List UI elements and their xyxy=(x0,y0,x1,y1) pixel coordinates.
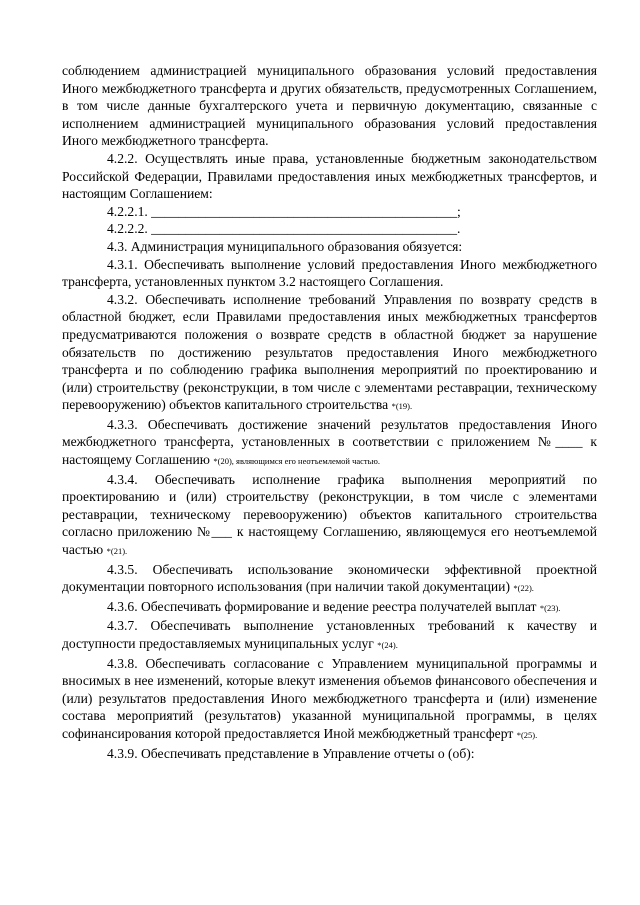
paragraph-4-3-6: 4.3.6. Обеспечивать формирование и ведение реестра получателей выплат *(23). xyxy=(107,598,561,614)
paragraph-4-2-2-1: 4.2.2.1. _____________________________________________; xyxy=(107,203,461,219)
paragraph-4-3-5: 4.3.5. Обеспечивать использование экономически эффективной проектной документации повторного использования (при наличии такой документации) *(22). xyxy=(62,561,597,595)
paragraph-4-2-2-2: 4.2.2.2. _____________________________________________. xyxy=(107,221,461,237)
document-page xyxy=(62,62,597,762)
paragraph-4-3: 4.3. Администрация муниципального образования обязуется: xyxy=(107,238,463,254)
footnote-ref: *(21). xyxy=(106,546,128,557)
paragraph-4-3-8: 4.3.8. Обеспечивать согласование с Управлением муниципальной программы и вносимых в нее изменений, которые влекут изменения объемов финансового обеспечения и (или) результатов предоставления Иного межбюджетного трансферта и (или) изменение состава мероприятий (результатов) указанной муниципальной программы, в целях софинансирования которой предоставляется Иной межбюджетный трансферт *(25). xyxy=(62,655,597,741)
footnote-ref: *(24). xyxy=(377,640,398,650)
paragraph-4-3-4: 4.3.4. Обеспечивать исполнение графика выполнения мероприятий по проектированию и (или) строительству (реконструкции, в том числе с элементами реставрации, техническому перевооружению) объектов капитального строительства согласно приложению №___ к настоящему Соглашению, являющемуся его неотъемлемой частью *(21). xyxy=(62,471,597,558)
paragraph-4-3-9: 4.3.9. Обеспечивать представление в Управление отчеты о (об): xyxy=(107,745,475,761)
footnote-ref: *(25). xyxy=(516,729,538,740)
footnote-ref: *(19). xyxy=(391,401,413,412)
paragraph-4-3-3: 4.3.3. Обеспечивать достижение значений результатов предоставления Иного межбюджетного трансферта, установленных в соответствии с приложением №____ к настоящему Соглашению *(20), являющимся его неотъемлемой частью. xyxy=(62,416,597,468)
footnote-ref: *(22). xyxy=(513,583,534,594)
paragraph-continuation: соблюдением администрацией муниципального образования условий предоставления Иного межбюджетного трансферта и других обязательств, предусмотренных Соглашением, в том числе данные бухгалтерского учета и первичную документацию, связанные с исполнением администрацией муниципального образования условий предоставления Иного межбюджетного трансферта. xyxy=(62,63,597,149)
footnote-ref: *(23). xyxy=(539,602,561,613)
paragraph-4-3-2: 4.3.2. Обеспечивать исполнение требований Управления по возврату средств в областной бюджет, если Правилами предоставления иных межбюджетных трансфертов предусматриваются положения о возврате средств в областной бюджет за нарушение обязательств по достижению результатов предоставления Иного межбюджетного трансферта и по соблюдению графика выполнения мероприятий по проектированию и (или) строительству (реконструкции, в том числе с элементами реставрации, техническому перевооружению) объектов капитального строительства *(19). xyxy=(62,291,597,413)
paragraph-4-3-7: 4.3.7. Обеспечивать выполнение установленных требований к качеству и доступности предоставляемых муниципальных услуг *(24). xyxy=(62,618,597,651)
footnote-ref: *(20), являющимся его неотъемлемой частью. xyxy=(213,456,380,467)
paragraph-4-2-2: 4.2.2. Осуществлять иные права, установленные бюджетным законодательством Российской Федерации, Правилами предоставления иных межбюджетных трансфертов, и настоящим Соглашением: xyxy=(62,150,597,202)
paragraph-4-3-1: 4.3.1. Обеспечивать выполнение условий предоставления Иного межбюджетного трансферта, установленных пунктом 3.2 настоящего Соглашения. xyxy=(62,256,597,290)
